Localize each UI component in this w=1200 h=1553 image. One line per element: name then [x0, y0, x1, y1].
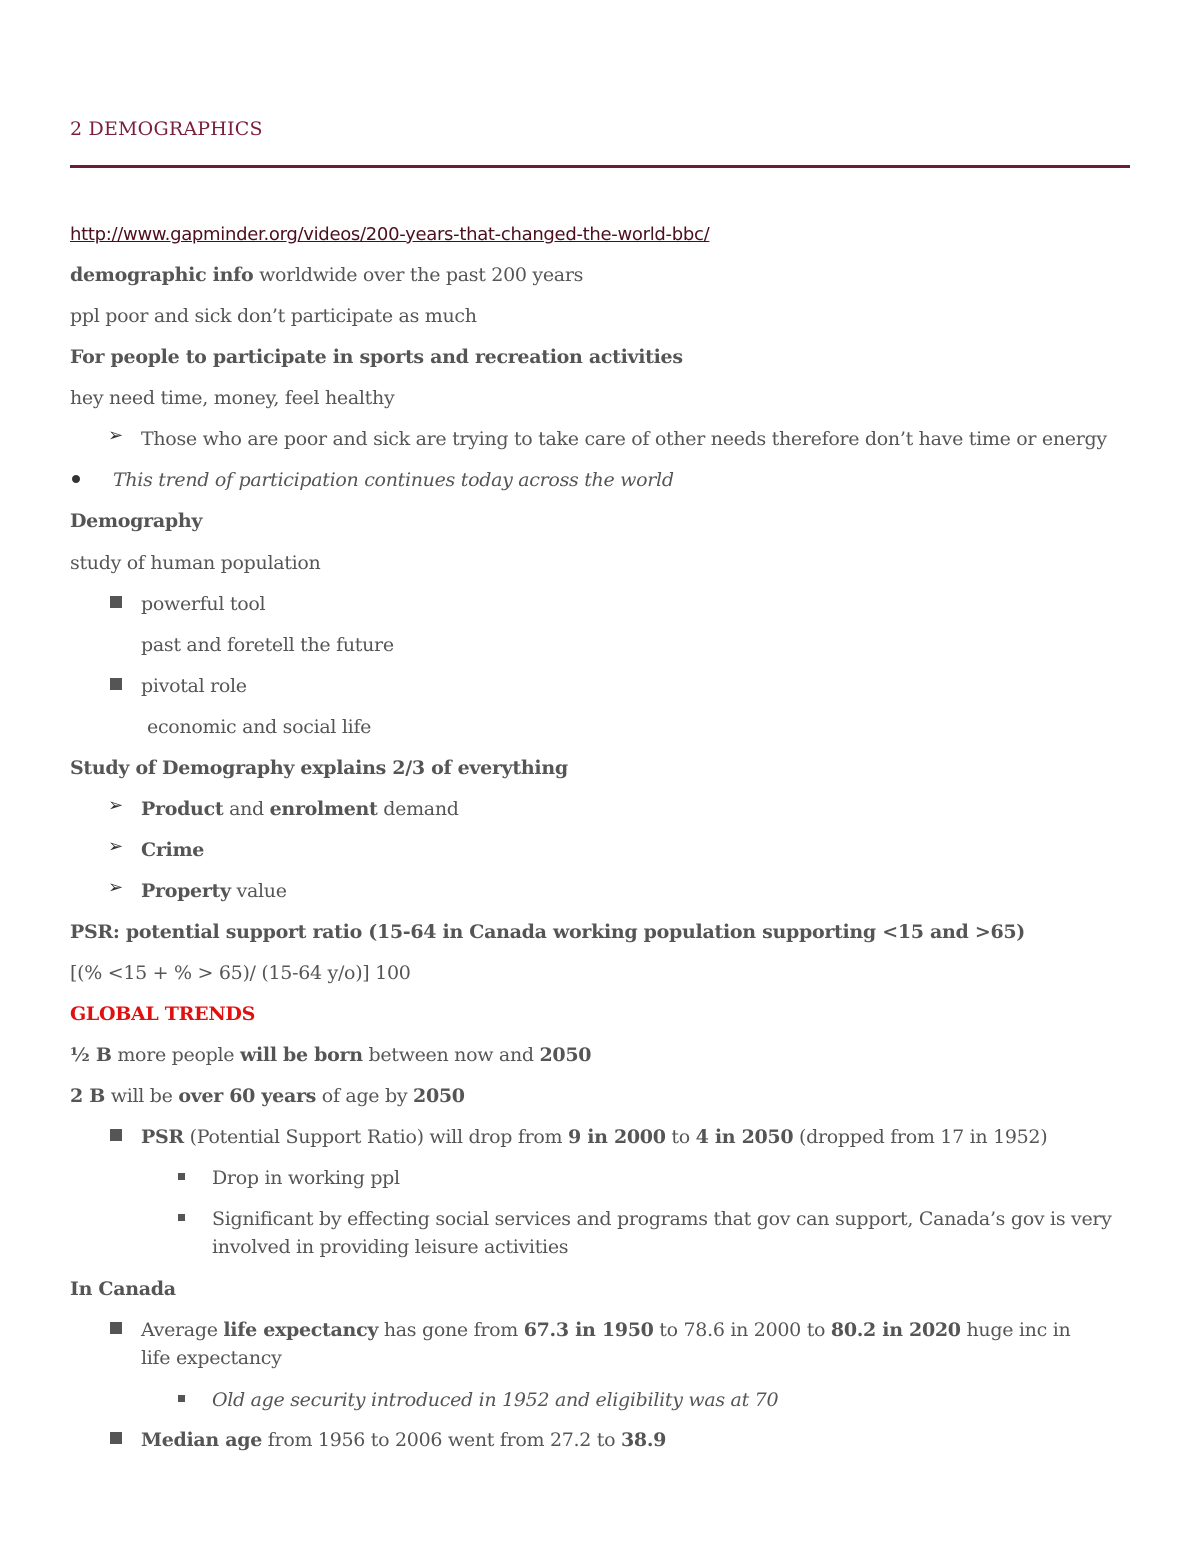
square-bullet-icon	[110, 1432, 122, 1444]
square-bullet-icon	[110, 1322, 122, 1334]
arrow-bullet-icon: ➢	[108, 425, 124, 446]
line-median-age: Median age from 1956 to 2006 went from 27.2 to 38.9	[141, 1429, 667, 1451]
line-demographic-info: demographic info worldwide over the past 200 years	[70, 264, 584, 286]
arrow-bullet-icon: ➢	[108, 795, 124, 816]
line-demography: Demography	[70, 510, 203, 532]
line-drop-working: Drop in working ppl	[212, 1167, 400, 1189]
line-crime: Crime	[141, 839, 205, 861]
line-those-who: Those who are poor and sick are trying to take care of other needs therefore don’t have time or energy	[141, 428, 1107, 450]
video-link-line[interactable]	[70, 220, 709, 249]
heading-rule	[70, 165, 1130, 168]
line-half-billion: ½ B more people will be born between now and 2050	[70, 1044, 592, 1066]
arrow-bullet-icon: ➢	[108, 836, 124, 857]
line-for-people: For people to participate in sports and recreation activities	[70, 346, 683, 368]
square-bullet-icon	[110, 596, 122, 608]
line-past-foretell: past and foretell the future	[141, 634, 394, 656]
square-bullet-icon	[110, 678, 122, 690]
line-trend: This trend of participation continues today across the world	[113, 469, 674, 491]
round-bullet-icon	[72, 475, 80, 483]
line-hey-need: hey need time, money, feel healthy	[70, 387, 395, 409]
line-psr-definition: PSR: potential support ratio (15-64 in Canada working population supporting <15 and >65)	[70, 921, 1025, 943]
arrow-bullet-icon: ➢	[108, 877, 124, 898]
global-trends-heading: GLOBAL TRENDS	[70, 1003, 255, 1025]
line-product: Product and enrolment demand	[141, 798, 459, 820]
line-old-age-security: Old age security introduced in 1952 and eligibility was at 70	[212, 1389, 779, 1411]
small-square-bullet-icon	[178, 1214, 185, 1221]
video-link[interactable]: http://www.gapminder.org/videos/200-years-that-changed-the-world-bbc/	[70, 224, 710, 245]
line-psr-drop: PSR (Potential Support Ratio) will drop from 9 in 2000 to 4 in 2050 (dropped from 17 in 1952)	[141, 1126, 1048, 1148]
line-study-human: study of human population	[70, 552, 321, 574]
line-powerful-tool: powerful tool	[141, 593, 266, 615]
small-square-bullet-icon	[178, 1395, 185, 1402]
square-bullet-icon	[110, 1129, 122, 1141]
small-square-bullet-icon	[178, 1173, 185, 1180]
line-property: Property value	[141, 880, 287, 902]
line-study-demography: Study of Demography explains 2/3 of everything	[70, 757, 568, 779]
line-two-billion: 2 B will be over 60 years of age by 2050	[70, 1085, 465, 1107]
line-life-expectancy: Average life expectancy has gone from 67.3 in 1950 to 78.6 in 2000 to 80.2 in 2020 huge inc in life expectancy	[141, 1319, 1071, 1369]
line-significant: Significant by effecting social services and programs that gov can support, Canada’s gov is very involved in providing leisure activities	[212, 1208, 1112, 1258]
line-ppl-poor: ppl poor and sick don’t participate as much	[70, 305, 477, 327]
line-economic-social: economic and social life	[147, 716, 372, 738]
section-heading: 2 DEMOGRAPHICS	[70, 118, 263, 140]
line-pivotal-role: pivotal role	[141, 675, 247, 697]
line-psr-formula: [(% <15 + % > 65)/ (15-64 y/o)] 100	[70, 962, 411, 984]
line-in-canada: In Canada	[70, 1278, 176, 1300]
